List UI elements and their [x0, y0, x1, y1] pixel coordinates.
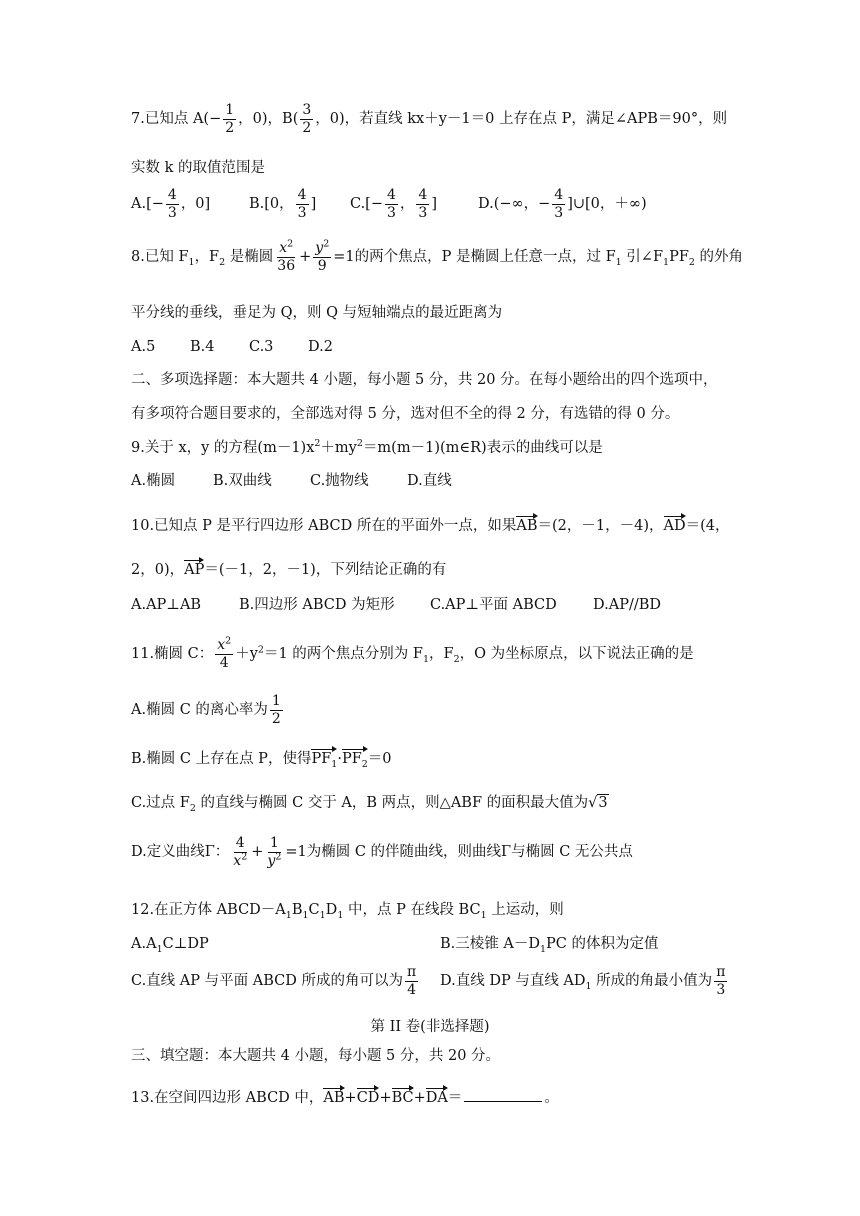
q11-option-c: C.过点 $F_2$ 的直线与椭圆 C 交于 A，B 两点，则△ABF 的面积最大值为√3 [131, 795, 608, 814]
q11-option-a: A.椭圆 C 的离心率为 $\frac{1}{2}$ [131, 693, 281, 727]
q10-option-b: B.四边形 ABCD 为矩形 [239, 597, 395, 613]
section2-heading: 二、多项选择题：本大题共 4 小题，每小题 5 分，共 20 分。在每小题给出的四个选项中， [131, 372, 718, 388]
q10-stem-line2: 2，0)，AP＝(－1，2，－1)，下列结论正确的有 [131, 559, 446, 579]
vector-ab: AB [516, 515, 537, 535]
vector-ab: AB [323, 1087, 344, 1107]
vector-da: DA [426, 1087, 448, 1107]
q11-stem: 11.椭圆 C： $\frac{x^2}{4}$ $+y^2=1$ 的两个焦点分别为 $F_1$，$F_2$，O 为坐标原点，以下说法正确的是 [131, 635, 694, 671]
vector-ad: AD [664, 515, 686, 535]
vector-cd: CD [357, 1087, 380, 1107]
q12-option-a: $A.A_1C\perp DP$ [131, 936, 209, 955]
q7-options [131, 188, 647, 220]
q7-option-d: D.(−∞，− $\frac{4}{3}$ ]∪[0，＋∞) [478, 187, 647, 221]
vector-ap: AP [184, 559, 204, 579]
q7-option-b: B.[0， $\frac{4}{3}$ ] [249, 187, 317, 221]
square-root: √3 [588, 795, 608, 811]
section2-heading-line2: 有多项符合题目要求的，全部选对得 5 分，选对但不全的得 2 分，有选错的得 0 分。 [131, 406, 680, 422]
q8-options [131, 339, 333, 356]
q7-stem: 7.已知点 A(− $\frac{1}{2}$ ，0)，B( $\frac{3}{2}$ ，0)，若直线 kx＋y－1＝0 上存在点 P，满足∠APB＝90°，则 [131, 102, 728, 136]
answer-blank[interactable] [464, 1089, 542, 1102]
q8-option-b: B.4 [190, 339, 215, 355]
ellipse-term: $\frac{x^2}{4}$ [217, 635, 232, 671]
q8-stem-line2: 平分线的垂线，垂足为 Q，则 Q 与短轴端点的最近距离为 [131, 305, 503, 321]
fraction: $\frac{3}{2}$ [302, 102, 312, 136]
q8-option-c: C.3 [249, 339, 274, 355]
q8-option-a: A.5 [131, 339, 156, 355]
ellipse-term-x: $\frac{x^2}{36}$ [277, 238, 296, 274]
vector-pf1: $PF_1$ [311, 748, 337, 768]
vector-bc: BC [392, 1087, 414, 1107]
q12-stem: 12.在正方体 $ABCD-A_1B_1C_1D_1$ 中，点 P 在线段 $BC_1$ 上运动，则 [131, 902, 564, 921]
q8-option-d: D.2 [308, 339, 333, 355]
q9-options [131, 473, 452, 490]
q9-stem: 9.关于 x，y 的方程$(m-1)x^2+my^2=m(m-1)(m\in R)$表示的曲线可以是 [131, 438, 603, 456]
q7-option-c: C.[− $\frac{4}{3}$ ， $\frac{4}{3}$ ] [350, 187, 438, 221]
q12-option-d: D.直线 DP 与直线 $AD_1$ 所成的角最小值为 $\frac{\pi}{3}$ [440, 964, 726, 998]
q12-option-b: B.三棱锥 $A-D_1PC$ 的体积为定值 [440, 936, 659, 955]
ellipse-term-y: $\frac{y^2}{9}$ [315, 238, 330, 274]
q9-option-c: C.抛物线 [310, 473, 369, 489]
q9-option-a: A.椭圆 [131, 473, 176, 489]
q11-option-b: B.椭圆 C 上存在点 P，使得$PF_1\cdot PF_2=0$ [131, 748, 392, 768]
q7-option-a: A.[− $\frac{4}{3}$ ，0] [131, 187, 211, 221]
q7-stem-line2: 实数 k 的取值范围是 [131, 160, 266, 176]
part2-title: 第 II 卷(非选择题) [370, 1019, 490, 1035]
q9-option-d: D.直线 [407, 473, 452, 489]
q10-option-c: C.AP⊥平面 ABCD [430, 597, 557, 613]
q11-option-d: D.定义曲线Γ： $\frac{4}{x^2}$ + $\frac{1}{y^2}$ =1为椭圆 C 的伴随曲线，则曲线Γ与椭圆 C 无公共点 [131, 835, 633, 869]
q9-option-b: B.双曲线 [213, 473, 272, 489]
vector-pf2: $PF_2$ [342, 748, 368, 768]
q10-stem: 10.已知点 P 是平行四边形 ABCD 所在的平面外一点，如果AB＝(2，－1，－4)，AD＝(4， [131, 515, 730, 535]
q8-stem: 8.已知 $F_1$，$F_2$ 是椭圆 $\frac{x^2}{36}$ + $\frac{y^2}{9}$ =1的两个焦点，P 是椭圆上任意一点，过 $F_1$ 引$\angle F_1PF_2$ 的外角 [131, 238, 744, 274]
q10-option-a: A.AP⊥AB [131, 597, 202, 613]
q13-stem: 13.在空间四边形 ABCD 中，AB+CD+BC+DA＝ 。 [131, 1087, 559, 1107]
q10-option-d: D.AP//BD [593, 597, 661, 613]
q10-options [131, 597, 661, 614]
fraction: $\frac{1}{2}$ [225, 102, 235, 136]
section3-heading: 三、填空题：本大题共 4 小题，每小题 5 分，共 20 分。 [131, 1048, 501, 1064]
q12-option-c: C.直线 AP 与平面 ABCD 所成的角可以为 $\frac{\pi}{4}$ [131, 964, 417, 998]
